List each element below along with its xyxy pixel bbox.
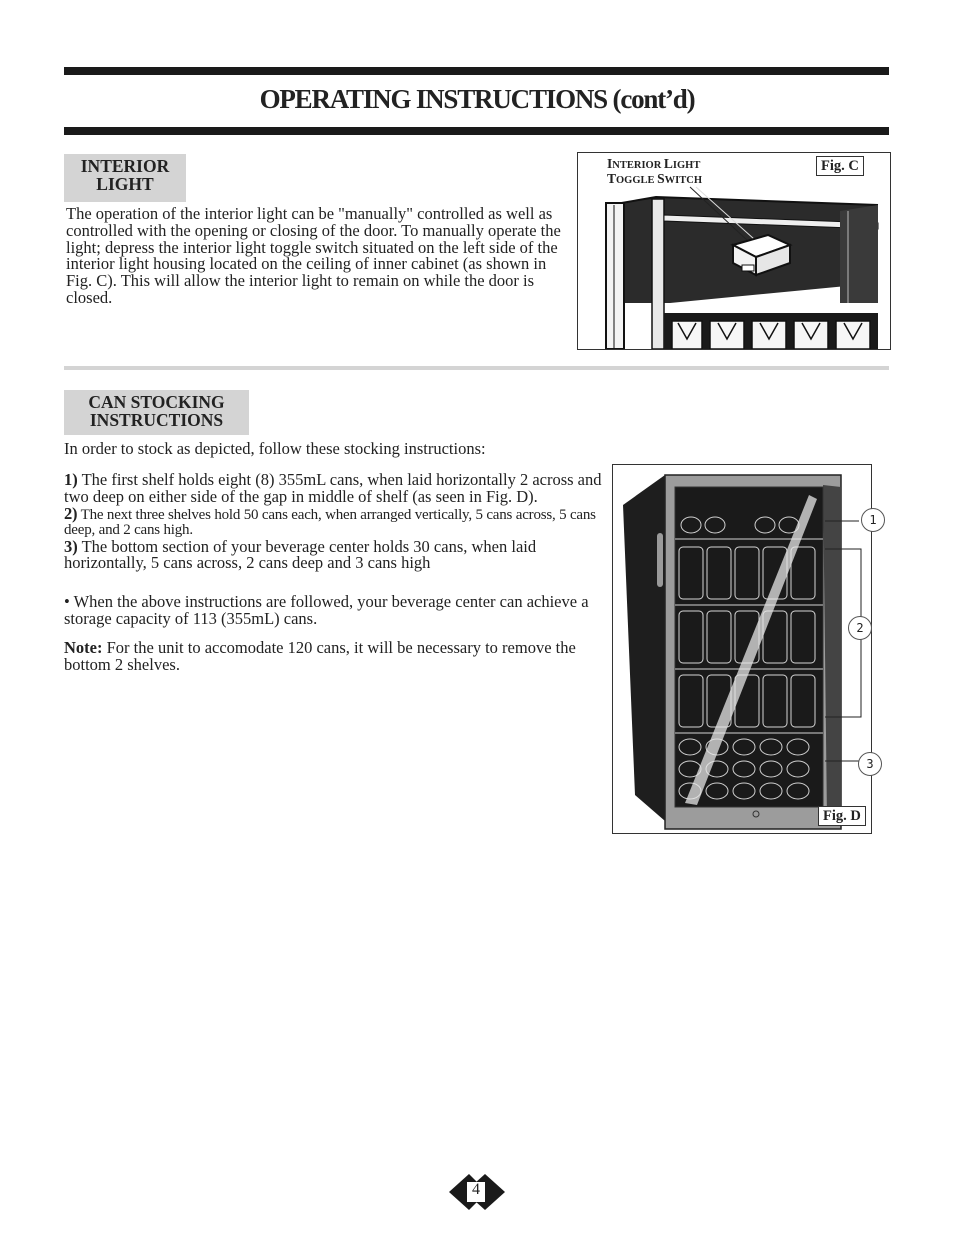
- callout-1: 1: [861, 508, 885, 532]
- callout-2: 2: [848, 616, 872, 640]
- figure-d-tag: Fig. D: [818, 806, 866, 826]
- page-number: 4: [472, 1181, 480, 1198]
- figure-c: [577, 152, 891, 350]
- interior-light-heading: [64, 154, 186, 202]
- capacity-bullet: • When the above instructions are followed, your beverage center can achieve a storage capacity of 113 (355mL) cans.: [64, 592, 589, 628]
- callout-3: 3: [858, 752, 882, 776]
- interior-light-body: The operation of the interior light can be "manually" controlled as well as controlled with the opening or closing of the door. To manually operate the light; depress the interior light toggle switch situated on the left side of the interior light housing located on the ceiling of inner cabinet (as shown in Fig. C). This will allow the interior light to remain on while the door is closed.: [66, 204, 561, 307]
- step-2: 2) The next three shelves hold 50 cans each, when arranged vertically, 5 cans across, 5 cans deep, and 2 cans high.: [64, 503, 596, 539]
- figure-c-tag: Fig. C: [816, 156, 864, 176]
- page-title: OPERATING INSTRUCTIONS (cont’d): [259, 84, 695, 114]
- interior-light-heading-line1: INTERIOR: [80, 156, 170, 176]
- can-stocking-heading-line2: INSTRUCTIONS: [89, 410, 224, 430]
- can-stocking-heading: [64, 390, 249, 435]
- beverage-center-illustration: [613, 465, 871, 833]
- can-stocking-steps: [64, 472, 604, 572]
- interior-light-illustration: [578, 153, 890, 349]
- can-stocking-intro: In order to stock as depicted, follow these stocking instructions:: [64, 439, 486, 458]
- interior-light-heading-line2: LIGHT: [96, 174, 154, 194]
- step-1: 1) The first shelf holds eight (8) 355mL cans, when laid horizontally 2 across and two deep on either side of the gap in middle of shelf (as seen in Fig. D).: [64, 470, 602, 506]
- figure-c-caption: INTERIOR LIGHT TOGGLE SWITCH: [607, 156, 703, 186]
- page-number-badge: [447, 1172, 507, 1212]
- capacity-note: Note: For the unit to accomodate 120 cans, it will be necessary to remove the bottom 2 shelves.: [64, 638, 576, 674]
- step-3: 3) The bottom section of your beverage center holds 30 cans, when laid horizontally, 5 cans across, 2 cans deep and 3 cans high: [64, 536, 537, 573]
- title-underline-rule: [64, 127, 889, 135]
- section-divider: [64, 366, 889, 370]
- figure-d: [612, 464, 872, 834]
- top-rule: [64, 67, 889, 75]
- can-stocking-heading-line1: CAN STOCKING: [88, 392, 225, 412]
